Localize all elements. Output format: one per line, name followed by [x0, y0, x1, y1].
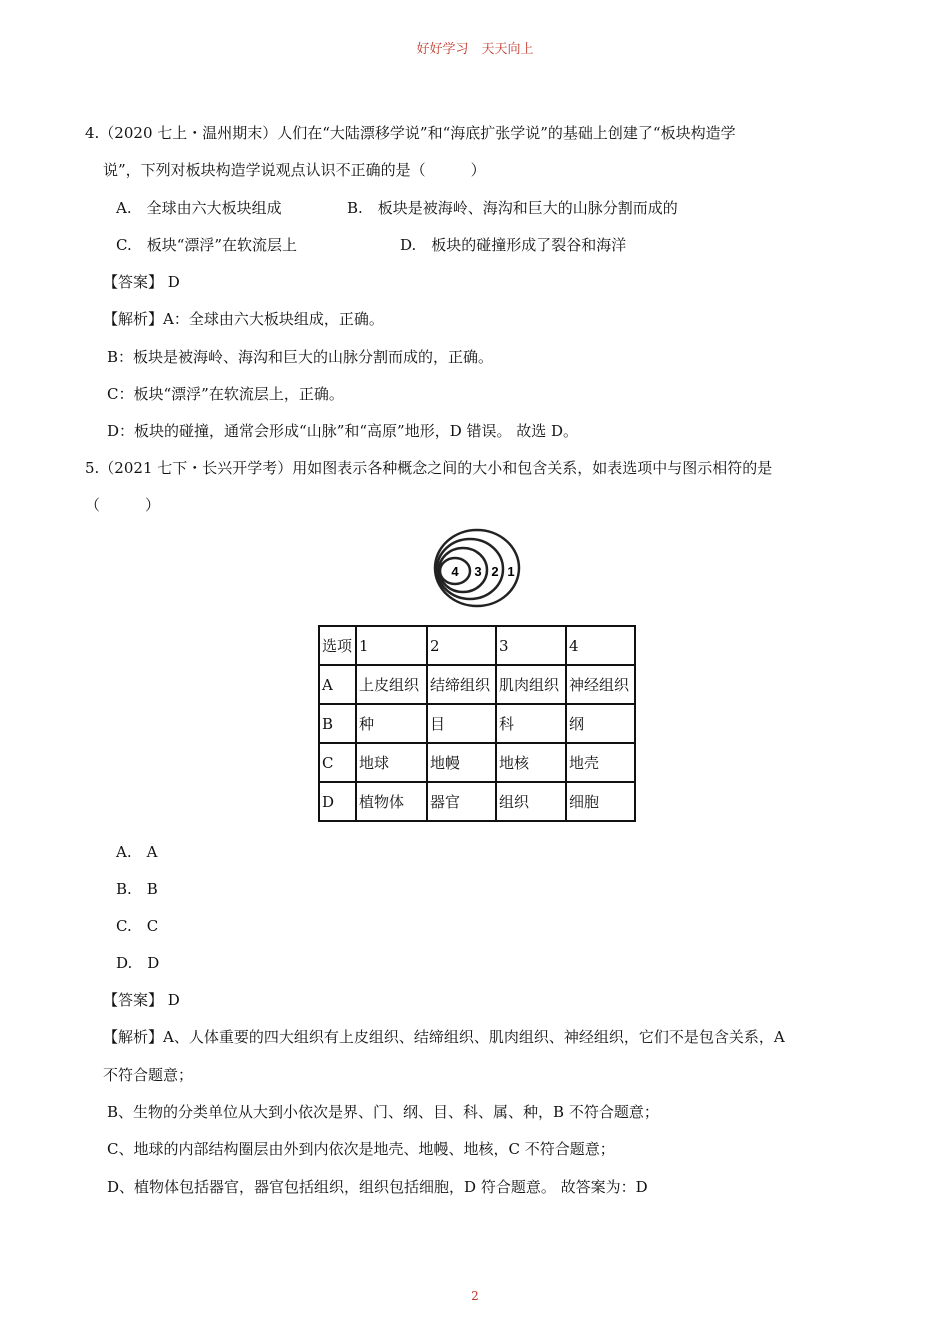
table-cell: 组织: [496, 782, 566, 821]
q5-analysis-b: B、生物的分类单位从大到小依次是界、门、纲、目、科、属、种，B 不符合题意；: [107, 1103, 659, 1121]
q5-option-a: A. A: [116, 843, 158, 861]
table-cell: 细胞: [566, 782, 635, 821]
q4-analysis-a: 【解析】A：全球由六大板块组成，正确。: [103, 310, 384, 328]
q4-option-c: C. 板块“漂浮”在软流层上: [116, 236, 298, 254]
table-cell: B: [319, 704, 356, 743]
table-cell: 2: [427, 626, 496, 665]
table-cell: 种: [356, 704, 427, 743]
q5-option-d: D. D: [116, 954, 160, 972]
circle-label-2: 2: [491, 564, 499, 579]
table-cell: 3: [496, 626, 566, 665]
table-cell: 神经组织: [566, 665, 635, 704]
table-cell: 上皮组织: [356, 665, 427, 704]
table-cell: 目: [427, 704, 496, 743]
table-cell: 纲: [566, 704, 635, 743]
q4-analysis-c: C：板块“漂浮”在软流层上，正确。: [107, 385, 344, 403]
circle-label-1: 1: [507, 564, 515, 579]
q4-option-a: A. 全球由六大板块组成: [116, 199, 282, 217]
page-header: 好好学习 天天向上: [416, 42, 534, 57]
q4-option-d: D. 板块的碰撞形成了裂谷和海洋: [400, 236, 627, 254]
table-cell: C: [319, 743, 356, 782]
q4-analysis-b: B：板块是被海岭、海沟和巨大的山脉分割而成的，正确。: [107, 348, 494, 366]
q4-stem-line2: 说”，下列对板块构造学说观点认识不正确的是（ ）: [103, 161, 486, 179]
q5-stem-line1: 5.（2021 七下・长兴开学考）用如图表示各种概念之间的大小和包含关系，如表选项中与图示相符的是: [85, 459, 773, 477]
table-cell: D: [319, 782, 356, 821]
table-cell: 地球: [356, 743, 427, 782]
table-row: [319, 743, 635, 782]
circle-label-4: 4: [451, 564, 459, 579]
table-cell: 1: [356, 626, 427, 665]
q4-answer: 【答案】 D: [103, 273, 180, 291]
table-cell: 植物体: [356, 782, 427, 821]
options-table: [318, 625, 636, 822]
table-cell: 结缔组织: [427, 665, 496, 704]
table-row: [319, 704, 635, 743]
q5-option-c: C. C: [116, 917, 159, 935]
table-cell: 选项: [319, 626, 356, 665]
table-cell: 科: [496, 704, 566, 743]
q5-analysis-d: D、植物体包括器官，器官包括组织，组织包括细胞，D 符合题意。 故答案为：D: [107, 1178, 648, 1196]
table-cell: 肌肉组织: [496, 665, 566, 704]
table-cell: 4: [566, 626, 635, 665]
table-cell: 地幔: [427, 743, 496, 782]
q5-analysis-a-cont: 不符合题意；: [103, 1066, 194, 1084]
q5-analysis-a: 【解析】A、人体重要的四大组织有上皮组织、结缔组织、肌肉组织、神经组织，它们不是包含关系，A: [103, 1028, 785, 1046]
q5-option-b: B. B: [116, 880, 158, 898]
q5-answer: 【答案】 D: [103, 991, 180, 1009]
table-row: [319, 665, 635, 704]
table-header-row: [319, 626, 635, 665]
table-cell: 地壳: [566, 743, 635, 782]
table-cell: A: [319, 665, 356, 704]
q5-analysis-c: C、地球的内部结构圈层由外到内依次是地壳、地幔、地核，C 不符合题意；: [107, 1140, 615, 1158]
q4-option-b: B. 板块是被海岭、海沟和巨大的山脉分割而成的: [347, 199, 678, 217]
q5-stem-line2: （ ）: [85, 496, 161, 514]
table-row: [319, 782, 635, 821]
q4-analysis-d: D：板块的碰撞，通常会形成“山脉”和“高原”地形，D 错误。 故选 D。: [107, 422, 579, 440]
nested-circles-diagram: [433, 527, 521, 609]
q4-stem-line1: 4.（2020 七上・温州期末）人们在“大陆漂移学说”和“海底扩张学说”的基础上创建了“板块构造学: [85, 124, 736, 142]
page-number: 2: [471, 1289, 479, 1303]
circle-label-3: 3: [474, 564, 482, 579]
table-cell: 器官: [427, 782, 496, 821]
table-cell: 地核: [496, 743, 566, 782]
